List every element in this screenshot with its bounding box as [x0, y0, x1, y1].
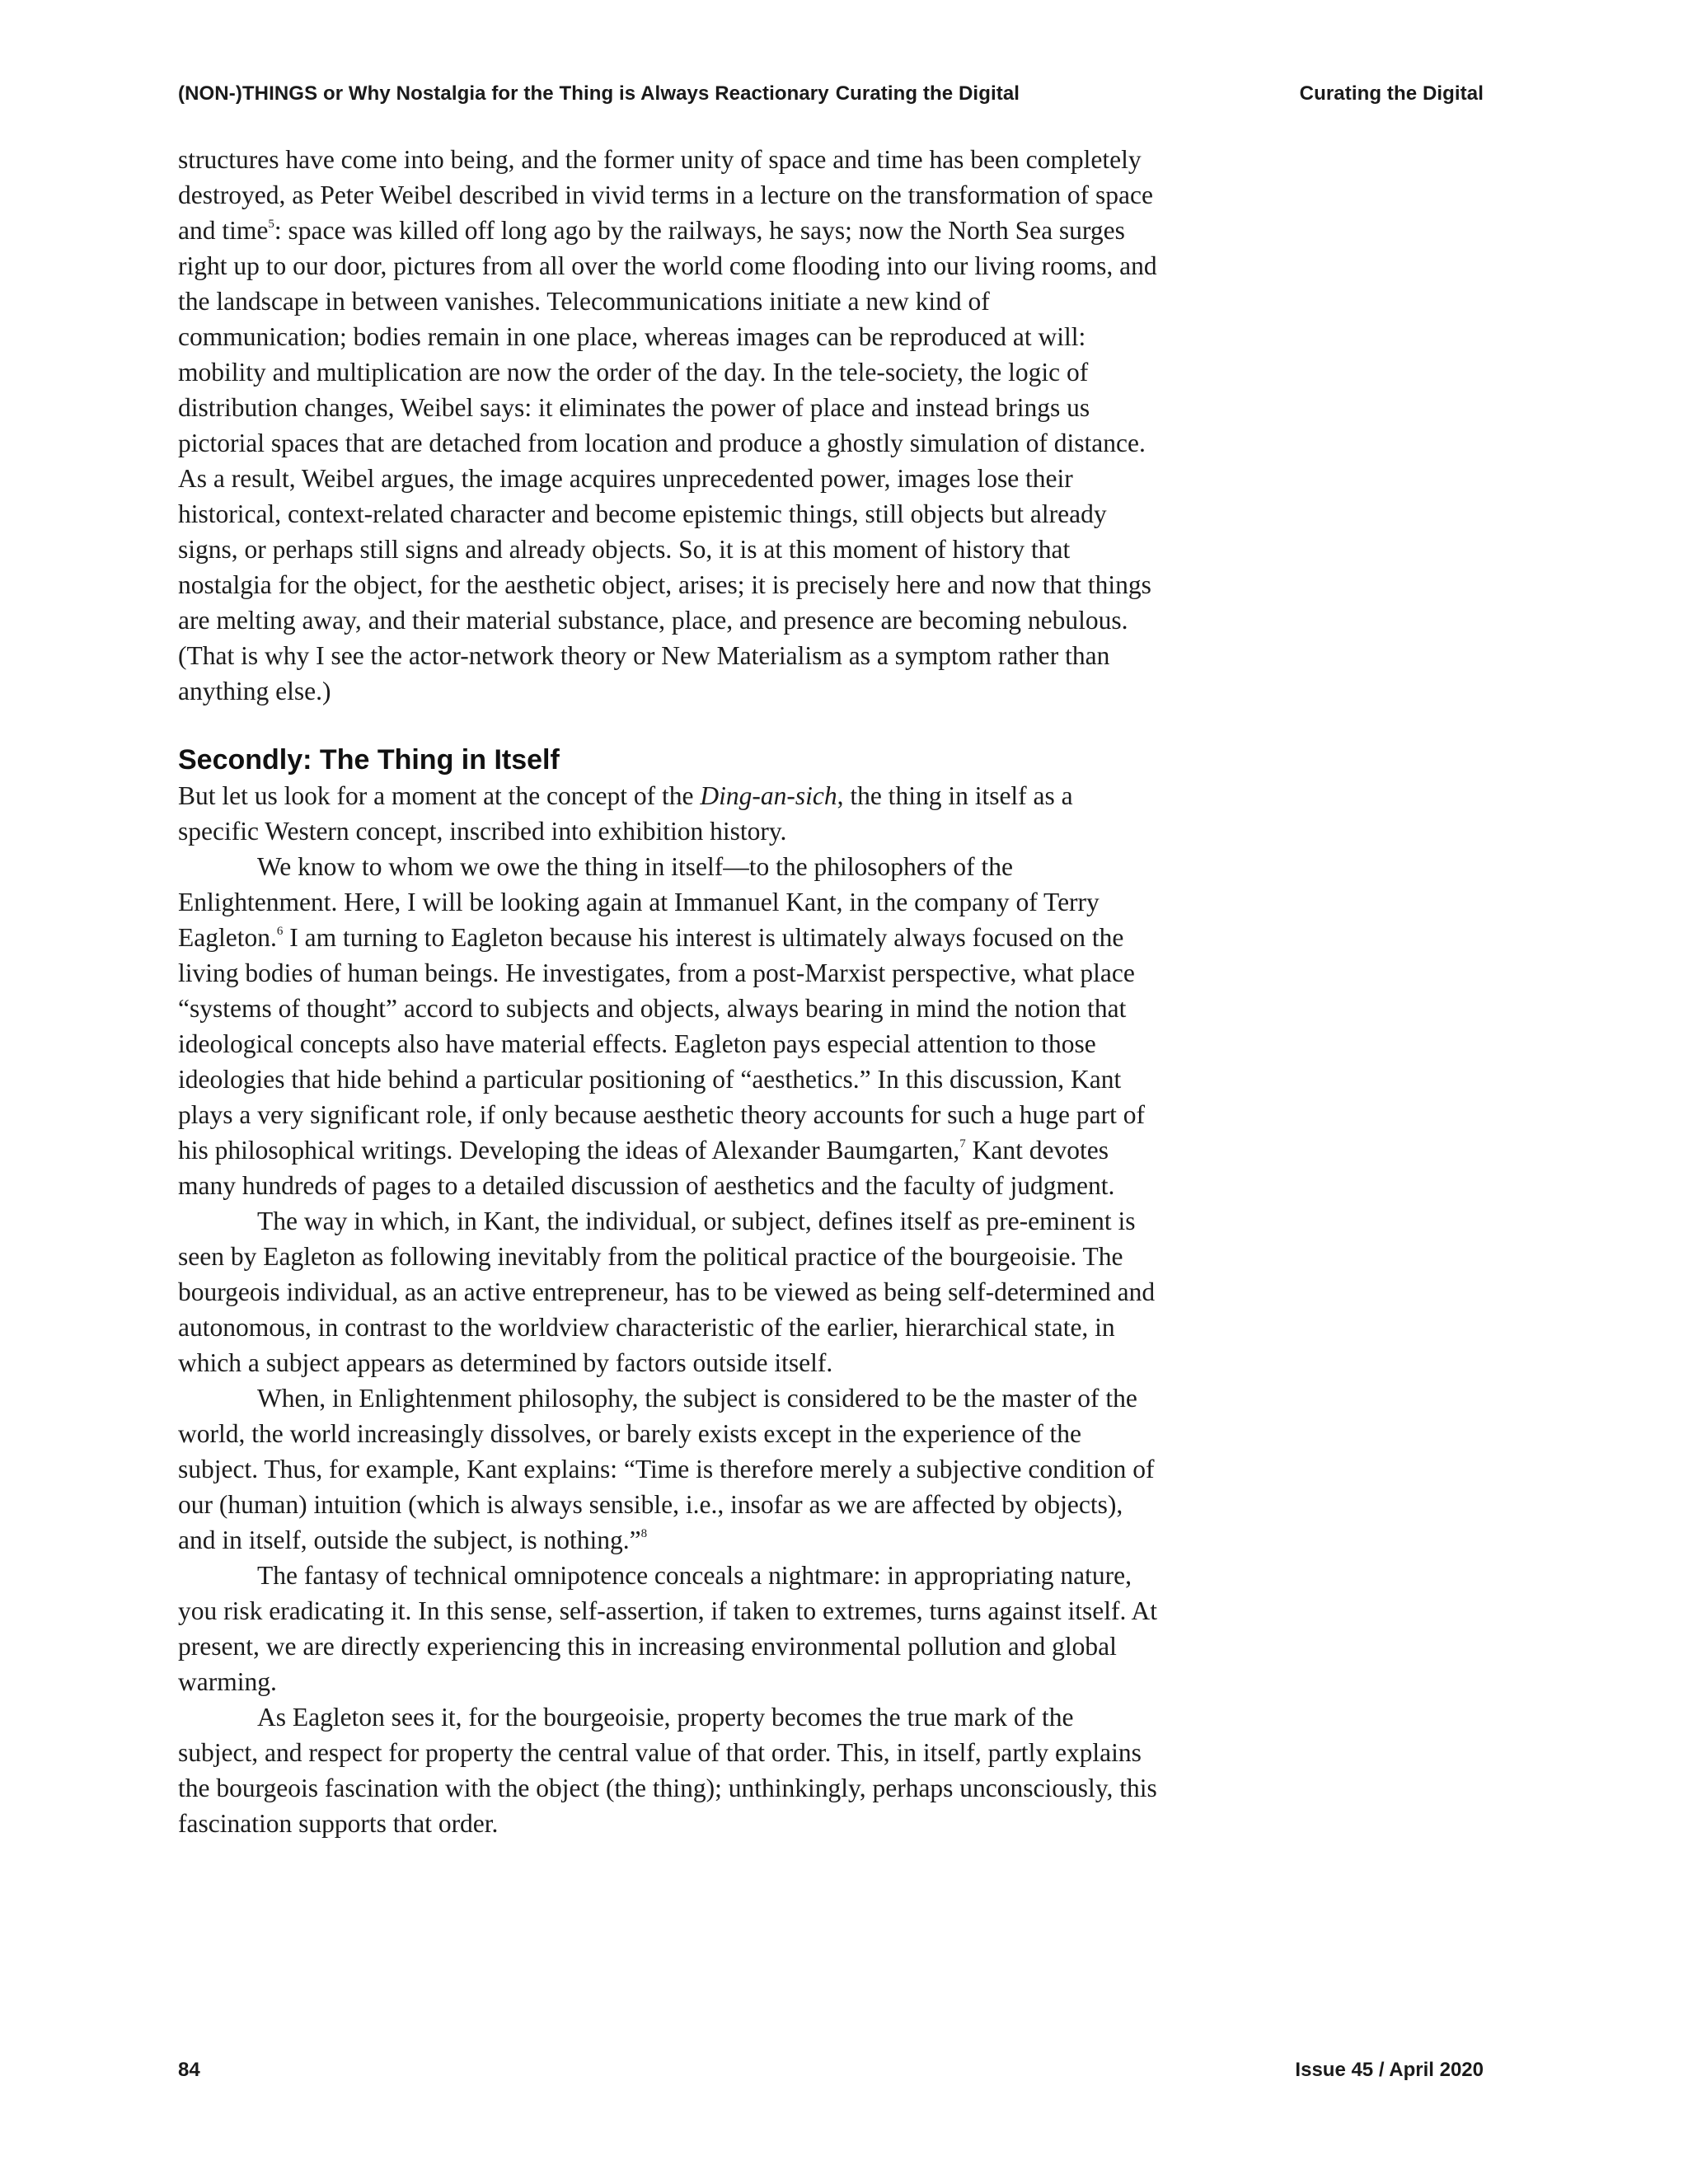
footnote-ref-8: 8: [640, 1527, 648, 1540]
footnote-ref-6: 6: [276, 925, 284, 938]
paragraph-3-text-b: I am turning to Eagleton because his interest is ultimately always focused on the living bodies of human beings. He investigates, from a post-Marxist perspective, what place “systems of thought” accord to subjects and objects, always bearing in mind the notion that ideological concepts also have material effects. Eagleton pays especial attention to those ideologies that hide behind a particular positioning of “aesthetics.” In this discussion, Kant plays a very significant role, if only because aesthetic theory accounts for such a huge part of his philosophical writings. Developing the ideas of Alexander Baumgarten,: [178, 923, 1145, 1165]
paragraph-4: The way in which, in Kant, the individual, or subject, defines itself as pre-eminent is seen by Eagleton as following inevitably from the political practice of the bourgeoisie. The bourgeois individual, as an active entrepreneur, has to be viewed as being self-determined and autonomous, in contrast to the worldview characteristic of the earlier, hierarchical state, in which a subject appears as determined by factors outside itself.: [178, 1207, 1156, 1377]
paragraph-1-text-b: : space was killed off long ago by the railways, he says; now the North Sea surges right up to our door, pictures from all over the world come flooding into our living rooms, and the landscape in between vanishes. Telecommunications initiate a new kind of communication; bodies remain in one place, whereas images can be reproduced at will: mobility and multiplication are now the order of the day. In the tele-society, the logic of distribution changes, Weibel says: it eliminates the power of place and instead brings us pictorial spaces that are detached from location and produce a ghostly simulation of distance. As a result, Weibel argues, the image acquires unprecedented power, images lose their historical, context-related character and become epistemic things, still objects but already signs, or perhaps still signs and already objects. So, it is at this moment of history that nostalgia for the object, for the aesthetic object, arises; it is precisely here and now that things are melting away, and their material substance, place, and presence are becoming nebulous. (That is why I see the actor-network theory or New Materialism as a symptom rather than anything else.): [178, 216, 1157, 705]
paragraph-3: [178, 849, 1159, 1203]
paragraph-6: The fantasy of technical omnipotence conceals a nightmare: in appropriating nature, you risk eradicating it. In this sense, self-assertion, if taken to extremes, turns against itself. At present, we are directly experiencing this in increasing environmental pollution and global warming.: [178, 1561, 1157, 1696]
paragraph-7: As Eagleton sees it, for the bourgeoisie, property becomes the true mark of the subject, and respect for property the central value of that order. This, in itself, partly explains the bourgeois fascination with the object (the thing); unthinkingly, perhaps unconsciously, this fascination supports that order.: [178, 1703, 1157, 1838]
paragraph-2-text-a: But let us look for a moment at the concept of the: [178, 781, 701, 810]
running-head-left: [178, 82, 1020, 105]
footnote-ref-5: 5: [268, 218, 274, 231]
journal-name-right: Curating the Digital: [1299, 82, 1484, 105]
page-number: 84: [178, 2059, 200, 2081]
paragraph-5-text: When, in Enlightenment philosophy, the subject is considered to be the master of the world, the world increasingly dissolves, or barely exists except in the experience of the subject. Thus, for example, Kant explains: “Time is therefore merely a subjective condition of our (human) intuition (which is always sensible, i.e., insofar as we are affected by objects), and in itself, outside the subject, is nothing.”: [178, 1384, 1155, 1554]
article-title: (NON-)THINGS or Why Nostalgia for the Thing is Always Reactionary: [178, 82, 829, 105]
paragraph-1: [178, 142, 1159, 709]
paragraph-2: [178, 778, 1159, 849]
ding-an-sich-term: Ding-an-sich: [700, 781, 837, 810]
paragraph-3-text-a: We know to whom we owe the thing in itself—to the philosophers of the Enlightenment. Here, I will be looking again at Immanuel Kant, in the company of Terry Eagleton.: [178, 852, 1100, 952]
paragraph-3-text-c: Kant devotes many hundreds of pages to a detailed discussion of aesthetics and the faculty of judgment.: [178, 1136, 1115, 1200]
running-head: [178, 82, 1484, 115]
section-heading: Secondly: The Thing in Itself: [178, 744, 560, 776]
footnote-ref-7: 7: [959, 1137, 966, 1151]
paragraph-5: [178, 1380, 1159, 1558]
paragraph-1-text-a: structures have come into being, and the former unity of space and time has been completely destroyed, as Peter Weibel described in vivid terms in a lecture on the transformation of space and time: [178, 145, 1154, 245]
paragraph-2-text-b: , the thing in itself as a specific Western concept, inscribed into exhibition history.: [178, 781, 1073, 846]
article-body: [178, 142, 1159, 1841]
issue-info: Issue 45 / April 2020: [1295, 2059, 1484, 2081]
journal-name-left: Curating the Digital: [835, 82, 1020, 105]
